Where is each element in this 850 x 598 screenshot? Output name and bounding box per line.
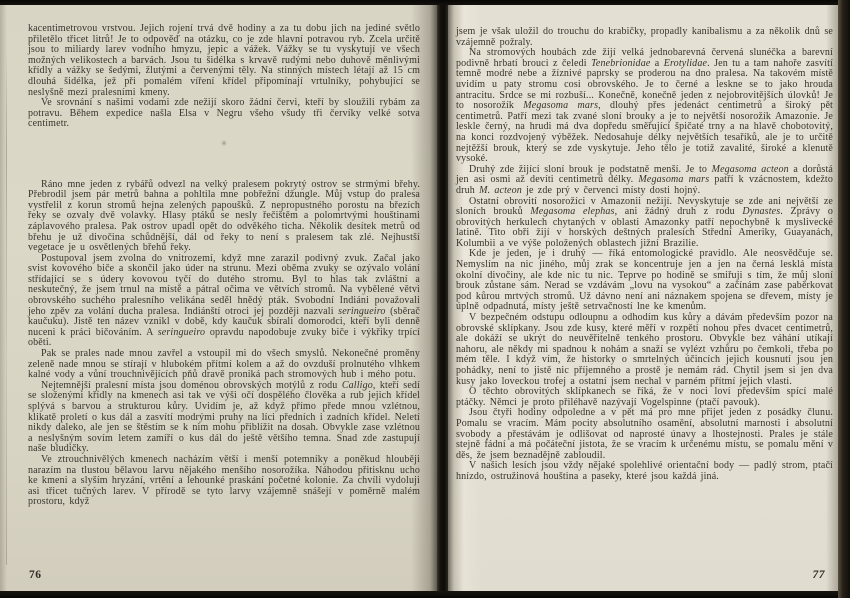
paragraph: jsem je však uložil do trouchu do krabičky, propadly kanibalismu a za několik dnů se vzájemně požraly. [456,26,833,48]
paragraph: Postupoval jsem zvolna do vnitrozemí, když mne zarazil podivný zvuk. Začal jako svist kovového biče a skončil jako úder na strunu. Mezi oběma zvuky se ozývalo volání střídající se s údery kovovou tyčí do dutého stromu. Byl to hlas tak zvláštní a neskutečný, že jsem trnul na místě a pátral očima ve větvích stromů. Na vybělené větvi obrovského suchého pralesního velikána seděl hnědý pták. Svobodní Indiáni považovali jeho zpěv za volání ducha pralesa. Indiánští otroci jej později nazvali seringueiro (sběrač kaučuku). Jistě ten název vznikl v době, kdy kaučuk sbírali domorodci, kteří byli denně nuceni k práci bičováním. A seringueiro opravdu napodobuje zvuky biče i výkřiky trpící oběti. [28,252,421,349]
page-number-left: 76 [29,569,42,581]
paragraph: Na stromových houbách zde žijí velká jednobarevná červená slunéčka a barevní podivně hrbatí brouci z čeledi Tenebrionidae a Erotylidae. Jen tu a tam nahoře zasvítí temně modré nebe a žíznivé paprsky se proderou na dno pralesa. Na takovém místě uvidím u paty stromu cosi obrovského. Je to černé a leskne se to jako hrouda antracitu. Srdce se mi rozbuší... Konečně, konečně jeden z nejobrovitějších úlovků! Je to nosorožík Megasoma mars, dlouhý přes jedenáct centimetrů a široký pět centimetrů. Patří mezi tak zvané sloní brouky a je to největší nosorožík Amazonie. Je leskle černý, na hrudi má dva dopředu směřující špičaté trny a na hlavě chobotovitý, na konci rozdvojený výběžek. Nedosahuje délky největších tesaříků, ale je to určitě nejtěžší brouk, který se zde vyskytuje. Jeho tělo je totiž zavalité, široké a klenutě vysoké. [456,47,833,165]
paragraph: O těchto obrovitých sklípkanech se říká, že v noci loví především spící malé ptáčky. Němci je proto přiléhavě nazývají Vogelspinne (ptačí pavouk). [456,386,833,408]
paragraph: V bezpečném odstupu odloupnu a odhodím kus kůry a dávám především pozor na obrovské sklípkany. Jsou zde kusy, které měří v rozpětí nohou přes dvacet centimetrů, ale dokáží se ukrýt do neuvěřitelně tenkého prostoru. Obvykle bez váhání utíkají nahoru, ale někdy mi spadnou k nohám a snaží se vylézt vzhůru po čemkoli, třeba po mém těle. I když vím, že historky o smrtelných účincích jejich kousnutí jsou jen pohádky, není to jistě nic příjemného a prostě je nemám rád. Chytil jsem si jen dva kusy jako loveckou trofej a ostatní jsem nechal v parném přítmí jejich vlasti. [456,312,833,387]
paragraph: V našich lesích jsou vždy nějaké spolehlivé orientační body — padlý strom, ptačí hnízdo, ostružinová houština a paseky, které jsou každá jiná. [456,460,833,482]
paragraph: Druhý zde žijící sloní brouk je podstatně menší. Je to Megasoma acteon a dorůstá jen asi osmi až devíti centimetrů délky. Megasoma mars patří k vzácnostem, kdežto druh M. acteon je zde prý v červenci místy dosti hojný. [456,163,834,196]
paragraph: Nejtemnější pralesní místa jsou doménou obrovských motýlů z rodu Calligo, kteří sedí se složenými křídly na kmenech asi tak ve výši očí dospělého člověka a rub jejich křídel splývá s barvou a strukturou kůry. Uvidím je, až když přímo přede mnou vzlétnou, klikatě proletí o kus dál a zasvítí modrými pruhy na líci předních i zadních křídel. Neletí nikdy daleko, ale jen se štěstím se k nim mohu přiblížit na dosah. Obvykle zase vzlétnou a neslyšným sovím letem zamíří o kus dál do ještě většího temna. Snad zde zastupují naše bludičky. [28,379,421,455]
page-crease [6,45,7,565]
paragraph: kacentimetrovou vrstvou. Jejich rojení trvá dvě hodiny a za tu dobu jich na jediné světlo přiletělo třicet litrů! Je to odpověď na otázku, co je zde hlavní potravou ryb. Zcela určitě jsou to miliardy larev vodního hmyzu, jepic a vážek. Vážky se tu vyskytují ve všech možných velikostech a barvách. Jsou tu šidélka s krvavě rudými nebo duhově měnlivými křídly a vážky se šedými, žlutými a červenými těly. Na stinných místech létají až 15 cm dlouhá šidélka, jež při pomalém víření křídel připomínají vrtulníky, pohybující se neslyšně mezi pralesními kmeny. [28,23,420,98]
section-break-ornament: ✳ [220,138,228,148]
left-page-text [28,24,420,508]
paragraph: Ostatní obrovití nosorožíci v Amazonii nežijí. Nevyskytuje se zde ani největší ze sloních brouků Megasoma elephas, ani žádný druh z rodu Dynastes. Zprávy o obrovitých herkulech chytaných v oblasti Amazonky patří nepochybně k myslivecké latině. Tito obři žijí v horských deštných pralesích Střední Ameriky, Guayanách, Kolumbii a ve výše položených oblastech jižní Brazilie. [456,195,833,249]
paragraph: Ve ztrouchnivělých kmenech nacházím větší i menší potemníky a poněkud hlouběji narazím na tlustou bělavou larvu nějakého menšího nosorožíka. Náhodou přitisknu ucho ke kmeni a slyším hryzání, vrtění a lehounké praskání početné kolonie. Za chvíli vydoluji asi třicet tučných larev. V přírodě se tyto larvy vzájemně snášejí v poměrně malém prostoru, když [28,453,420,508]
paragraph: Jsou čtyři hodiny odpoledne a v pět má pro mne přijet jeden z posádky člunu. Pomalu se vracím. Mám pocity absolutního osamění, absolutní marnosti i absolutní svobody a přestávám je odlišovat od naprosté únavy a lhostejnosti. Prales je stále stejně fádní a má počáteční jistota, že se vracím k určenému místu, se pomalu mění v děs, že jsem beznadějně zabloudil. [456,407,833,461]
page-right [448,5,838,591]
paragraph: Kde je jeden, je i druhý — říká entomologické pravidlo. Ale neosvědčuje se. Nemyslím na nic jiného, můj zrak se koncentruje jen a jen na černá lesklá místa okolní divočiny, ale kde nic tu nic. Teprve po hodině se smiřuji s tím, že můj sloní brouk zůstane sám. Nerad se vzdávám „lovu na vysokou“ a začínám zase paběrkovat pod kůrou mrtvých stromů. Už dávno není ani náznakem spojena se dřevem, místy je úplně odpadnutá, místy ještě setrvačností lne ke kmenům. [456,248,833,313]
paragraph: Pak se prales nade mnou zavřel a vstoupil mi do všech smyslů. Nekonečné proměny zeleně nade mnou se stírají v hlubokém přítmí kolem a až do ovzduší prolnutého vlhkem kalné vody a vůní trouchnivějících pňů dravě proniká pach stromových hub i mého potu. [28,348,420,381]
book-gutter [437,0,448,598]
page-left [0,5,437,591]
right-page-text [456,27,833,483]
photo-edge-top [0,0,850,5]
page-number-right: 77 [812,569,825,581]
paragraph: Ráno mne jeden z rybářů odvezl na velký pralesem pokrytý ostrov se strmými břehy. Přebrodil jsem pár metrů bahna a pohltila mne pobřežní džungle. Můj vstup do pralesa vystřelil z korun stromů hejna zelených papoušků. Z nepropustného porostu na březích řeky se ozvaly dvě volavky. Hlasy ptáků se nesly řečištěm a polomrtvými houštinami záplavového pralesa. Pak ostrov upadl opět do odvěkého ticha. Několik desítek metrů od břehu je už divočina schůdnější, dál od řeky to není s pralesem tak zlé. Nejhustší vegetace je u osvětlených břehů řeky. [28,178,420,254]
paragraph: Ve srovnání s našimi vodami zde nežijí skoro žádní červi, kteří by sloužili rybám za potravu. Během expedice našla Elsa v Negru všeho všudy tři červíky velké sotva centimetr. [28,97,420,130]
photo-edge-right [838,0,850,598]
photo-edge-bottom [0,591,850,598]
